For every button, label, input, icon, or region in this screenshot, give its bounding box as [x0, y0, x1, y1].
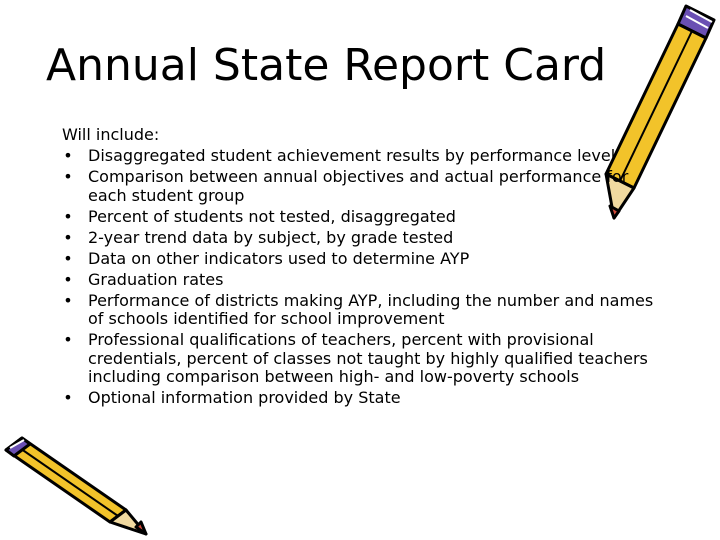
list-item — [62, 292, 662, 329]
bullet-glyph: • — [63, 146, 73, 165]
bullet-glyph: • — [63, 388, 73, 407]
list-item-text: Graduation rates — [88, 269, 224, 289]
slide-body — [62, 126, 662, 408]
list-item-text: Comparison between annual objectives and actual performance for each student group — [88, 167, 629, 205]
list-item-text: Optional information provided by State — [88, 388, 401, 407]
slide-title: Annual State Report Card — [46, 40, 607, 91]
list-item — [62, 229, 662, 248]
bullet-glyph: • — [63, 206, 73, 226]
bullet-glyph: • — [63, 227, 73, 247]
list-item — [62, 271, 662, 290]
list-item-text: 2-year trend data by subject, by grade tested — [88, 227, 454, 247]
intro-text: Will include: — [62, 125, 160, 144]
list-item — [62, 168, 662, 205]
bullet-glyph: • — [63, 269, 73, 289]
bullet-glyph: • — [63, 290, 73, 310]
bullet-glyph: • — [63, 248, 73, 268]
list-item-text: Performance of districts making AYP, including the number and names of schools identified for school improvement — [88, 290, 654, 328]
list-item — [62, 250, 662, 269]
list-item-text: Disaggregated student achievement results by performance level — [88, 146, 616, 165]
list-item-text: Data on other indicators used to determine AYP — [88, 248, 470, 268]
list-item-text: Professional qualifications of teachers, percent with provisional credentials, percent of classes not taught by highly qualified teachers including comparison between high- and low-poverty schools — [88, 330, 648, 386]
list-item — [62, 147, 662, 166]
bullet-glyph: • — [63, 167, 73, 186]
pencil-icon — [0, 430, 150, 540]
list-item — [62, 208, 662, 227]
list-item-text: Percent of students not tested, disaggregated — [88, 206, 456, 226]
bullet-glyph: • — [63, 330, 73, 349]
bullet-list — [62, 147, 662, 408]
list-item — [62, 331, 662, 387]
list-item — [62, 389, 662, 408]
